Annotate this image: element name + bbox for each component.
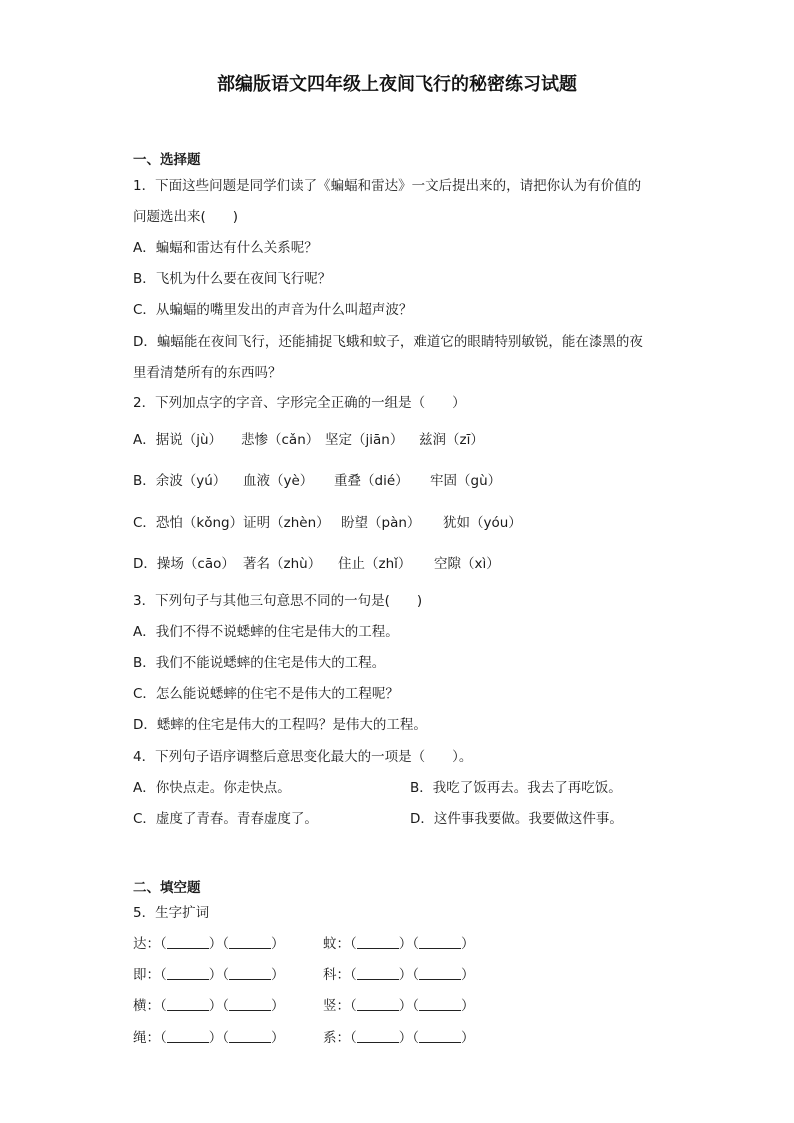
q4-option-a: A．你快点走。你走快点。 [133,780,291,796]
q4-option-b: B．我吃了饭再去。我去了再吃饭。 [410,780,622,796]
q5-char: 竖： [323,998,350,1014]
q2-a-word: 悲惨（cǎn） [241,432,320,448]
q5-row-left: 即：（ ）（ ） [133,967,285,983]
q3-option-a: A．我们不得不说蟋蟀的住宅是伟大的工程。 [133,624,399,640]
q5-row-left: 绳：（ ）（ ） [133,1030,285,1046]
q2-c-word: 犹如（yóu） [443,515,522,531]
q1-stem-line1: 1．下面这些问题是同学们读了《蝙蝠和雷达》一文后提出来的，请把你认为有价值的 [133,178,642,194]
answer-blank[interactable] [167,1030,209,1043]
q2-c-word: 盼望（pàn） [341,515,421,531]
q2-b-word: B．余波（yú） [133,473,227,489]
q1-option-a: A．蝙蝠和雷达有什么关系呢？ [133,240,318,256]
answer-blank[interactable] [357,967,399,980]
q5-stem: 5．生字扩词 [133,905,210,921]
q2-c-word: C．恐怕（kǒng）证明（zhèn） [133,515,330,531]
q2-b-word: 血液（yè） [243,473,314,489]
q5-char: 横： [133,998,160,1014]
q2-a-word: 兹润（zī） [419,432,484,448]
q2-option-d [133,552,500,572]
answer-blank[interactable] [357,998,399,1011]
answer-blank[interactable] [229,936,271,949]
answer-blank[interactable] [357,1030,399,1043]
section-heading-fill: 二、填空题 [133,880,201,896]
q1-option-d-line2: 里看清楚所有的东西吗？ [133,365,282,381]
answer-blank[interactable] [229,967,271,980]
q3-option-d: D．蟋蟀的住宅是伟大的工程吗？是伟大的工程。 [133,717,427,733]
q5-char: 达： [133,936,160,952]
q3-stem: 3．下列句子与其他三句意思不同的一句是( ) [133,593,423,609]
answer-blank[interactable] [167,936,209,949]
answer-blank[interactable] [419,1030,461,1043]
q3-option-c: C．怎么能说蟋蟀的住宅不是伟大的工程呢？ [133,686,399,702]
answer-blank[interactable] [167,967,209,980]
answer-blank[interactable] [419,998,461,1011]
q2-option-a [133,428,484,448]
q2-a-word: 坚定（jiān） [325,432,404,448]
q4-option-c: C．虚度了青春。青春虚度了。 [133,811,318,827]
q2-a-word: A．据说（jù） [133,432,223,448]
q2-b-word: 牢固（gù） [430,473,502,489]
q2-option-b [133,469,501,489]
q2-d-word: 住止（zhǐ） [338,556,412,572]
q5-row-right: 科：（ ）（ ） [323,967,475,983]
q5-row-left: 达：（ ）（ ） [133,936,285,952]
q5-char: 即： [133,967,160,983]
q4-stem: 4．下列句子语序调整后意思变化最大的一项是（ ）。 [133,749,473,765]
answer-blank[interactable] [419,967,461,980]
q5-char: 系： [323,1030,350,1046]
q5-row-right: 竖：（ ）（ ） [323,998,475,1014]
q1-stem-line2: 问题选出来( ) [133,209,239,225]
section-heading-choice: 一、选择题 [133,152,201,168]
q5-row-right: 系：（ ）（ ） [323,1030,475,1046]
q3-option-b: B．我们不能说蟋蟀的住宅是伟大的工程。 [133,655,386,671]
q5-char: 蚊： [323,936,350,952]
q5-char: 科： [323,967,350,983]
q2-d-word: 空隙（xì） [434,556,500,572]
q1-option-d-line1: D．蝙蝠能在夜间飞行，还能捕捉飞蛾和蚊子，难道它的眼睛特别敏锐，能在漆黑的夜 [133,334,643,350]
q2-b-word: 重叠（dié） [334,473,409,489]
q5-row-right: 蚊：（ ）（ ） [323,936,475,952]
q2-option-c [133,511,522,531]
q5-char: 绳： [133,1030,160,1046]
answer-blank[interactable] [229,998,271,1011]
answer-blank[interactable] [167,998,209,1011]
page-title: 部编版语文四年级上夜间飞行的秘密练习试题 [217,74,577,95]
q2-d-word: 著名（zhù） [243,556,322,572]
q5-row-left: 横：（ ）（ ） [133,998,285,1014]
q2-d-word: D．操场（cāo） [133,556,235,572]
q1-option-b: B．飞机为什么要在夜间飞行呢？ [133,271,332,287]
answer-blank[interactable] [357,936,399,949]
answer-blank[interactable] [419,936,461,949]
answer-blank[interactable] [229,1030,271,1043]
q4-option-d: D．这件事我要做。我要做这件事。 [410,811,623,827]
q1-option-c: C．从蝙蝠的嘴里发出的声音为什么叫超声波？ [133,302,413,318]
q2-stem: 2．下列加点字的字音、字形完全正确的一组是（ ） [133,395,466,411]
